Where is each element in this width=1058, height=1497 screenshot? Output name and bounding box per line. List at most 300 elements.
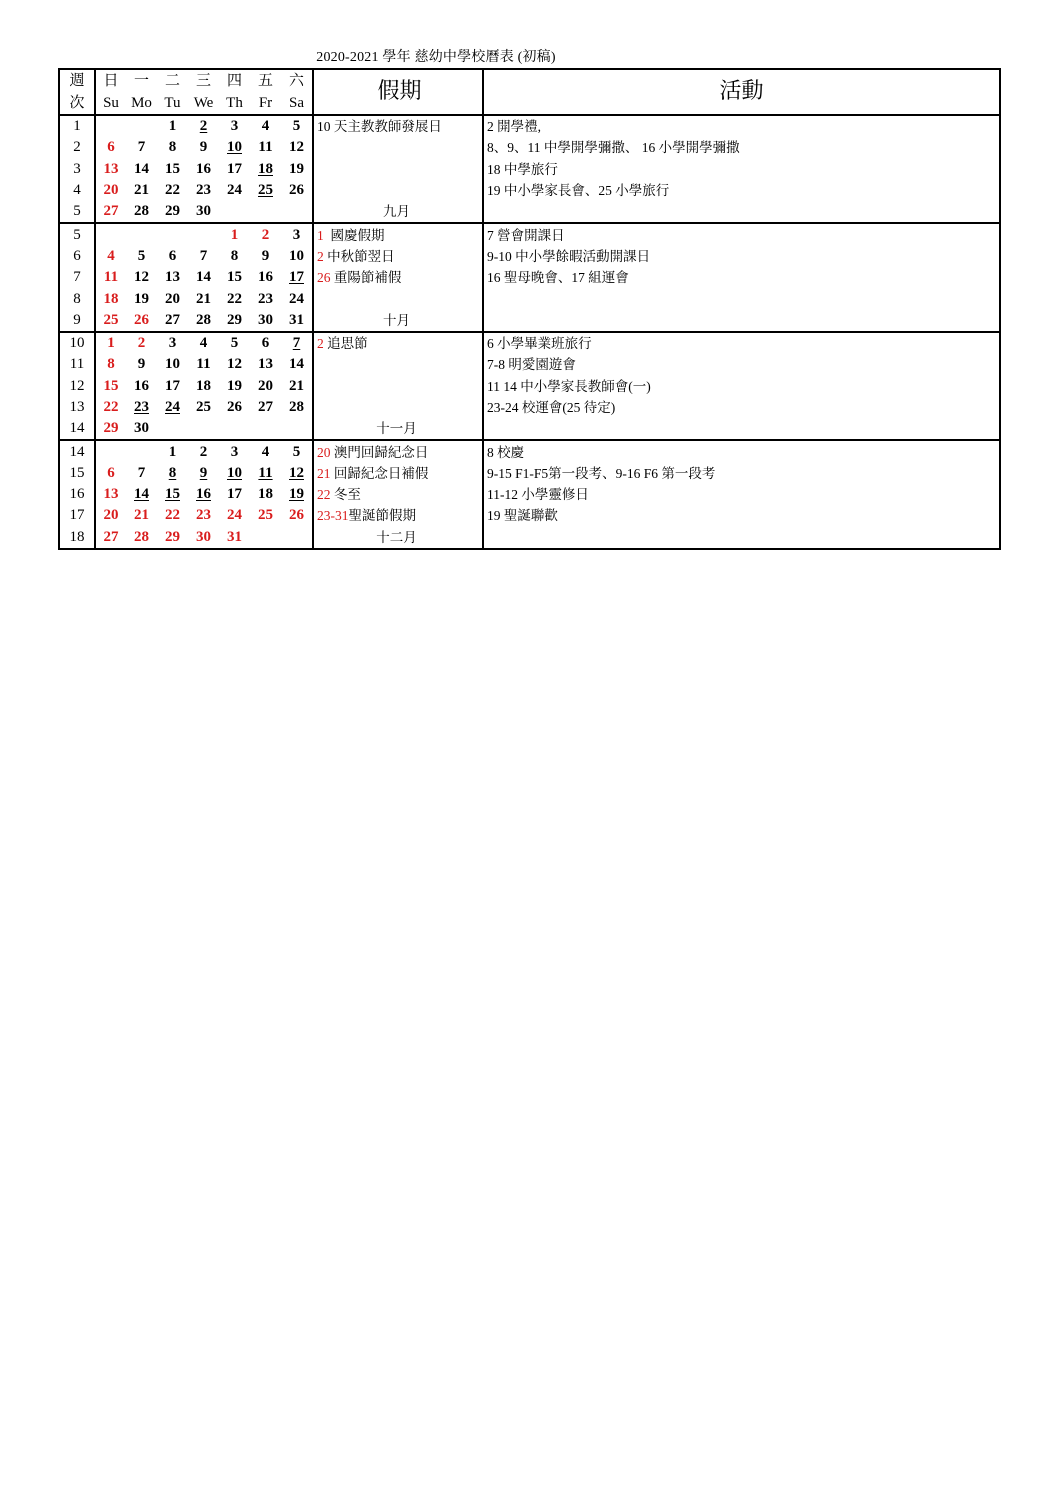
day-cell bbox=[95, 505, 126, 526]
day-number: 9 bbox=[137, 356, 146, 373]
holiday-name: 冬至 bbox=[330, 487, 361, 503]
day-cell bbox=[281, 288, 313, 309]
day-number: 11 bbox=[258, 139, 273, 156]
day-cell bbox=[250, 484, 281, 505]
day-cell bbox=[157, 246, 188, 267]
day-number: 3 bbox=[230, 443, 239, 460]
activity-cell: 8、9、11 中學開學彌撒、 16 小學開學彌撒 bbox=[487, 140, 740, 156]
calendar-week-row bbox=[59, 418, 1000, 440]
day-number: 3 bbox=[230, 118, 239, 135]
day-number: 25 bbox=[196, 399, 211, 415]
day-cell bbox=[95, 223, 126, 245]
holiday-cell bbox=[313, 505, 483, 526]
activity-cell: 16 聖母晚會、17 組運會 bbox=[487, 270, 629, 286]
holiday-cell bbox=[313, 440, 483, 462]
day-cell bbox=[157, 397, 188, 418]
week-number: 11 bbox=[59, 354, 95, 375]
day-cell bbox=[219, 332, 250, 354]
day-cell bbox=[219, 354, 250, 375]
week-number: 17 bbox=[59, 505, 95, 526]
day-number: 24 bbox=[165, 399, 180, 415]
day-cell bbox=[250, 527, 281, 549]
day-cell bbox=[250, 246, 281, 267]
calendar-week-row bbox=[59, 223, 1000, 245]
day-number: 5 bbox=[292, 443, 301, 460]
day-cell bbox=[281, 201, 313, 223]
day-cell bbox=[219, 527, 250, 549]
day-cell bbox=[219, 137, 250, 158]
holiday-date: 23-31 bbox=[317, 508, 349, 524]
day-cell bbox=[126, 354, 157, 375]
day-cell bbox=[126, 115, 157, 137]
day-number: 1 bbox=[168, 118, 177, 135]
day-number: 14 bbox=[134, 486, 149, 503]
day-number: 2 bbox=[261, 226, 270, 243]
day-cell bbox=[157, 440, 188, 462]
day-number: 19 bbox=[289, 486, 304, 503]
activity-cell bbox=[483, 201, 1000, 223]
day-number: 22 bbox=[165, 182, 180, 199]
holiday-name: 回歸紀念日補假 bbox=[330, 465, 429, 481]
day-number: 17 bbox=[289, 269, 304, 286]
week-number: 6 bbox=[59, 246, 95, 267]
day-cell bbox=[95, 440, 126, 462]
day-cell bbox=[95, 484, 126, 505]
day-cell bbox=[219, 115, 250, 137]
calendar-week-row bbox=[59, 376, 1000, 397]
holiday-date: 22 bbox=[317, 487, 331, 503]
day-cell bbox=[188, 418, 219, 440]
day-number: 1 bbox=[230, 226, 239, 243]
activity-cell: 8 校慶 bbox=[483, 440, 1000, 462]
day-cell bbox=[219, 180, 250, 201]
day-cell bbox=[126, 267, 157, 288]
day-number: 31 bbox=[227, 528, 242, 545]
day-cell bbox=[281, 137, 313, 158]
day-cell bbox=[157, 115, 188, 137]
day-number: 12 bbox=[227, 356, 242, 373]
week-number: 3 bbox=[59, 159, 95, 180]
day-number: 29 bbox=[165, 528, 180, 545]
holiday-date: 10 bbox=[317, 119, 331, 135]
day-cell bbox=[188, 201, 219, 223]
holiday-header: 假期 bbox=[313, 69, 483, 115]
day-cell bbox=[250, 310, 281, 332]
holiday-cell bbox=[313, 332, 483, 354]
day-cell bbox=[126, 397, 157, 418]
activity-cell: 7 營會開課日 bbox=[483, 223, 1000, 245]
holiday-cell bbox=[313, 354, 483, 375]
day-cell bbox=[188, 137, 219, 158]
day-cell bbox=[281, 354, 313, 375]
day-header-we: We bbox=[193, 95, 214, 111]
day-cell bbox=[188, 527, 219, 549]
week-number: 16 bbox=[59, 484, 95, 505]
calendar-week-row bbox=[59, 332, 1000, 354]
day-number: 26 bbox=[134, 311, 149, 328]
day-cell bbox=[95, 246, 126, 267]
holiday-cell bbox=[313, 223, 483, 245]
day-number: 30 bbox=[134, 420, 149, 437]
day-cell bbox=[157, 310, 188, 332]
day-number: 30 bbox=[196, 203, 211, 220]
day-number: 15 bbox=[165, 160, 180, 177]
calendar-week-row bbox=[59, 354, 1000, 375]
day-number: 7 bbox=[292, 335, 301, 352]
day-cell bbox=[281, 159, 313, 180]
day-cell bbox=[188, 180, 219, 201]
day-cell bbox=[95, 159, 126, 180]
calendar-week-row bbox=[59, 397, 1000, 418]
day-cell bbox=[188, 159, 219, 180]
day-cell bbox=[126, 463, 157, 484]
day-cell bbox=[281, 246, 313, 267]
activity-cell: 19 中小學家長會、25 小學旅行 bbox=[487, 183, 670, 199]
day-cell bbox=[157, 137, 188, 158]
day-cell bbox=[157, 463, 188, 484]
day-header-su-zh: 日 bbox=[103, 73, 119, 89]
day-number: 1 bbox=[168, 443, 177, 460]
day-number: 2 bbox=[199, 118, 208, 135]
day-number: 25 bbox=[258, 182, 273, 199]
day-cell bbox=[126, 159, 157, 180]
day-number: 31 bbox=[289, 311, 304, 328]
day-number: 23 bbox=[196, 182, 211, 199]
day-number: 20 bbox=[258, 377, 273, 394]
day-cell bbox=[281, 463, 313, 484]
day-cell bbox=[219, 505, 250, 526]
day-header-th: Th bbox=[226, 95, 243, 111]
day-cell bbox=[95, 180, 126, 201]
day-cell bbox=[126, 310, 157, 332]
day-cell bbox=[157, 332, 188, 354]
holiday-cell bbox=[313, 288, 483, 309]
holiday-cell bbox=[313, 463, 483, 484]
day-number: 16 bbox=[258, 269, 273, 286]
day-number: 28 bbox=[134, 203, 149, 220]
day-number: 26 bbox=[227, 399, 242, 415]
day-cell bbox=[219, 440, 250, 462]
day-number: 22 bbox=[165, 507, 180, 524]
day-number: 13 bbox=[103, 160, 119, 177]
day-number: 2 bbox=[199, 443, 208, 460]
activity-cell bbox=[483, 310, 1000, 332]
day-cell bbox=[188, 440, 219, 462]
holiday-cell bbox=[313, 137, 483, 158]
day-header-mo-zh: 一 bbox=[133, 73, 149, 89]
week-number: 4 bbox=[59, 180, 95, 201]
day-cell bbox=[95, 267, 126, 288]
activity-cell bbox=[483, 527, 1000, 549]
day-cell bbox=[95, 354, 126, 375]
day-number: 2 bbox=[137, 335, 146, 352]
day-number: 20 bbox=[165, 290, 180, 307]
day-cell bbox=[95, 463, 126, 484]
day-number: 8 bbox=[168, 464, 177, 481]
day-number: 27 bbox=[165, 311, 180, 328]
day-number: 17 bbox=[227, 486, 242, 503]
day-cell bbox=[188, 376, 219, 397]
day-number: 17 bbox=[227, 160, 242, 177]
day-number: 6 bbox=[168, 247, 177, 264]
activity-cell: 23-24 校運會(25 待定) bbox=[487, 400, 616, 415]
activity-cell: 2 開學禮, bbox=[483, 115, 1000, 137]
day-cell bbox=[219, 463, 250, 484]
day-number: 18 bbox=[103, 290, 119, 307]
day-number: 28 bbox=[134, 528, 149, 545]
day-number: 8 bbox=[107, 356, 115, 373]
day-cell bbox=[188, 223, 219, 245]
day-header-mo: Mo bbox=[131, 95, 152, 111]
day-number: 29 bbox=[165, 203, 180, 220]
day-cell bbox=[95, 310, 126, 332]
calendar-week-row bbox=[59, 484, 1000, 505]
day-number: 9 bbox=[199, 464, 208, 481]
calendar-week-row bbox=[59, 137, 1000, 158]
day-cell bbox=[250, 440, 281, 462]
month-label: 十二月 bbox=[376, 529, 417, 545]
day-number: 7 bbox=[137, 139, 146, 156]
day-cell bbox=[157, 527, 188, 549]
day-cell bbox=[126, 288, 157, 309]
day-cell bbox=[219, 246, 250, 267]
holiday-cell bbox=[313, 115, 483, 137]
holiday-cell bbox=[313, 267, 483, 288]
day-cell bbox=[188, 115, 219, 137]
week-number: 12 bbox=[59, 376, 95, 397]
day-cell bbox=[281, 376, 313, 397]
activity-cell: 11-12 小學靈修日 bbox=[487, 487, 589, 503]
holiday-cell bbox=[313, 201, 483, 223]
day-number: 14 bbox=[289, 356, 304, 373]
day-number: 4 bbox=[199, 335, 208, 352]
holiday-cell bbox=[313, 246, 483, 267]
day-cell bbox=[219, 397, 250, 418]
document-title: 2020-2021 學年 慈幼中學校曆表 (初稿) bbox=[316, 50, 556, 65]
calendar-body bbox=[59, 115, 1000, 549]
day-number: 17 bbox=[165, 377, 180, 394]
week-number: 14 bbox=[59, 440, 95, 462]
day-number: 23 bbox=[134, 399, 149, 415]
activity-cell bbox=[483, 288, 1000, 309]
day-header-th-zh: 四 bbox=[226, 73, 242, 89]
day-cell bbox=[95, 201, 126, 223]
day-number: 19 bbox=[227, 377, 242, 394]
day-cell bbox=[126, 137, 157, 158]
day-cell bbox=[126, 246, 157, 267]
day-cell bbox=[188, 397, 219, 418]
day-header-we-zh: 三 bbox=[195, 73, 211, 89]
day-cell bbox=[188, 463, 219, 484]
day-number: 29 bbox=[103, 420, 119, 437]
day-number: 4 bbox=[261, 443, 270, 460]
day-cell bbox=[281, 332, 313, 354]
day-cell bbox=[250, 505, 281, 526]
day-number: 10 bbox=[165, 356, 180, 373]
holiday-date: 26 bbox=[317, 270, 331, 286]
day-cell bbox=[126, 527, 157, 549]
day-cell bbox=[281, 267, 313, 288]
day-cell bbox=[250, 159, 281, 180]
day-number: 10 bbox=[227, 464, 242, 481]
day-number: 12 bbox=[134, 269, 149, 286]
day-number: 24 bbox=[227, 182, 242, 199]
holiday-name: 重陽節補假 bbox=[330, 270, 402, 286]
day-cell bbox=[250, 332, 281, 354]
day-number: 26 bbox=[289, 182, 304, 199]
month-label: 十一月 bbox=[376, 421, 417, 437]
day-cell bbox=[126, 440, 157, 462]
holiday-name: 聖誕節假期 bbox=[348, 508, 416, 524]
day-number: 9 bbox=[199, 139, 208, 156]
week-number: 15 bbox=[59, 463, 95, 484]
calendar-week-row bbox=[59, 115, 1000, 137]
calendar-week-row bbox=[59, 463, 1000, 484]
day-cell bbox=[281, 115, 313, 137]
holiday-date: 1 bbox=[317, 227, 324, 243]
activity-cell: 19 聖誕聯歡 bbox=[487, 508, 558, 524]
week-header bbox=[59, 69, 95, 92]
day-number: 13 bbox=[165, 269, 180, 286]
week-number: 14 bbox=[59, 418, 95, 440]
day-number: 20 bbox=[103, 507, 119, 524]
day-cell bbox=[250, 223, 281, 245]
day-number: 28 bbox=[196, 311, 211, 328]
day-cell bbox=[95, 288, 126, 309]
day-number: 14 bbox=[196, 269, 211, 286]
day-number: 15 bbox=[165, 486, 180, 503]
week-number: 9 bbox=[59, 310, 95, 332]
day-cell bbox=[219, 159, 250, 180]
day-number: 6 bbox=[107, 139, 115, 156]
day-cell bbox=[219, 223, 250, 245]
day-number: 28 bbox=[289, 399, 304, 415]
day-number: 3 bbox=[168, 335, 177, 352]
day-number: 23 bbox=[196, 507, 211, 524]
day-number: 11 bbox=[196, 356, 211, 373]
activity-cell bbox=[483, 418, 1000, 440]
day-header-fr: Fr bbox=[258, 95, 273, 111]
day-header-tu: Tu bbox=[164, 95, 181, 111]
day-cell bbox=[95, 527, 126, 549]
holiday-date: 2 bbox=[317, 248, 324, 264]
holiday-cell bbox=[313, 527, 483, 549]
day-cell bbox=[250, 354, 281, 375]
day-cell bbox=[95, 115, 126, 137]
school-calendar-table bbox=[58, 68, 1001, 550]
day-cell bbox=[126, 332, 157, 354]
activity-cell: 6 小學畢業班旅行 bbox=[483, 332, 1000, 354]
calendar-week-row bbox=[59, 288, 1000, 309]
day-number: 15 bbox=[103, 377, 119, 394]
day-number: 19 bbox=[289, 160, 304, 177]
day-cell bbox=[250, 397, 281, 418]
day-number: 25 bbox=[103, 311, 119, 328]
day-number: 7 bbox=[137, 464, 146, 481]
day-number: 18 bbox=[258, 160, 273, 177]
day-cell bbox=[126, 180, 157, 201]
day-number: 21 bbox=[196, 290, 211, 307]
day-cell bbox=[95, 397, 126, 418]
day-cell bbox=[281, 440, 313, 462]
holiday-date: 2 bbox=[317, 336, 324, 352]
day-cell bbox=[188, 267, 219, 288]
day-number: 12 bbox=[289, 139, 304, 156]
day-number: 10 bbox=[289, 247, 304, 264]
day-cell bbox=[188, 288, 219, 309]
day-cell bbox=[157, 376, 188, 397]
day-cell bbox=[95, 137, 126, 158]
day-cell bbox=[126, 418, 157, 440]
holiday-name: 追思節 bbox=[323, 336, 368, 352]
day-number: 21 bbox=[289, 377, 304, 394]
day-cell bbox=[157, 201, 188, 223]
day-number: 16 bbox=[196, 160, 211, 177]
day-cell bbox=[250, 180, 281, 201]
day-number: 29 bbox=[227, 311, 242, 328]
day-number: 18 bbox=[196, 377, 211, 394]
day-number: 24 bbox=[289, 290, 304, 307]
day-cell bbox=[219, 376, 250, 397]
day-cell bbox=[126, 484, 157, 505]
day-cell bbox=[126, 505, 157, 526]
day-cell bbox=[250, 376, 281, 397]
day-cell bbox=[126, 376, 157, 397]
month-label: 九月 bbox=[383, 204, 410, 220]
day-number: 14 bbox=[134, 160, 149, 177]
month-label: 十月 bbox=[383, 312, 410, 328]
day-cell bbox=[250, 201, 281, 223]
day-cell bbox=[188, 246, 219, 267]
day-number: 10 bbox=[227, 139, 242, 156]
day-number: 18 bbox=[258, 486, 273, 503]
day-cell bbox=[219, 201, 250, 223]
day-cell bbox=[157, 354, 188, 375]
week-number: 8 bbox=[59, 288, 95, 309]
day-cell bbox=[157, 267, 188, 288]
day-number: 27 bbox=[103, 528, 119, 545]
holiday-cell bbox=[313, 397, 483, 418]
day-cell bbox=[219, 288, 250, 309]
week-header-line1: 週 bbox=[69, 73, 85, 89]
header-row-zh bbox=[59, 69, 1000, 92]
day-number: 23 bbox=[258, 290, 273, 307]
day-cell bbox=[250, 137, 281, 158]
day-cell bbox=[281, 484, 313, 505]
week-number: 18 bbox=[59, 527, 95, 549]
day-number: 8 bbox=[230, 247, 239, 264]
activity-cell: 18 中學旅行 bbox=[487, 161, 558, 177]
holiday-name: 天主教教師發展日 bbox=[330, 119, 442, 135]
day-number: 27 bbox=[103, 203, 119, 220]
day-number: 20 bbox=[103, 182, 119, 199]
calendar-week-row bbox=[59, 440, 1000, 462]
day-number: 26 bbox=[289, 507, 304, 524]
day-cell bbox=[126, 201, 157, 223]
day-number: 11 bbox=[103, 269, 119, 286]
day-cell bbox=[250, 267, 281, 288]
activity-cell: 11 14 中小學家長教師會(一) bbox=[487, 378, 651, 394]
day-number: 5 bbox=[292, 118, 301, 135]
day-cell bbox=[219, 310, 250, 332]
calendar-week-row bbox=[59, 201, 1000, 223]
day-cell bbox=[219, 484, 250, 505]
day-number: 12 bbox=[289, 464, 304, 481]
day-cell bbox=[281, 418, 313, 440]
day-number: 22 bbox=[103, 399, 119, 415]
holiday-date: 21 bbox=[317, 465, 331, 481]
day-cell bbox=[188, 505, 219, 526]
